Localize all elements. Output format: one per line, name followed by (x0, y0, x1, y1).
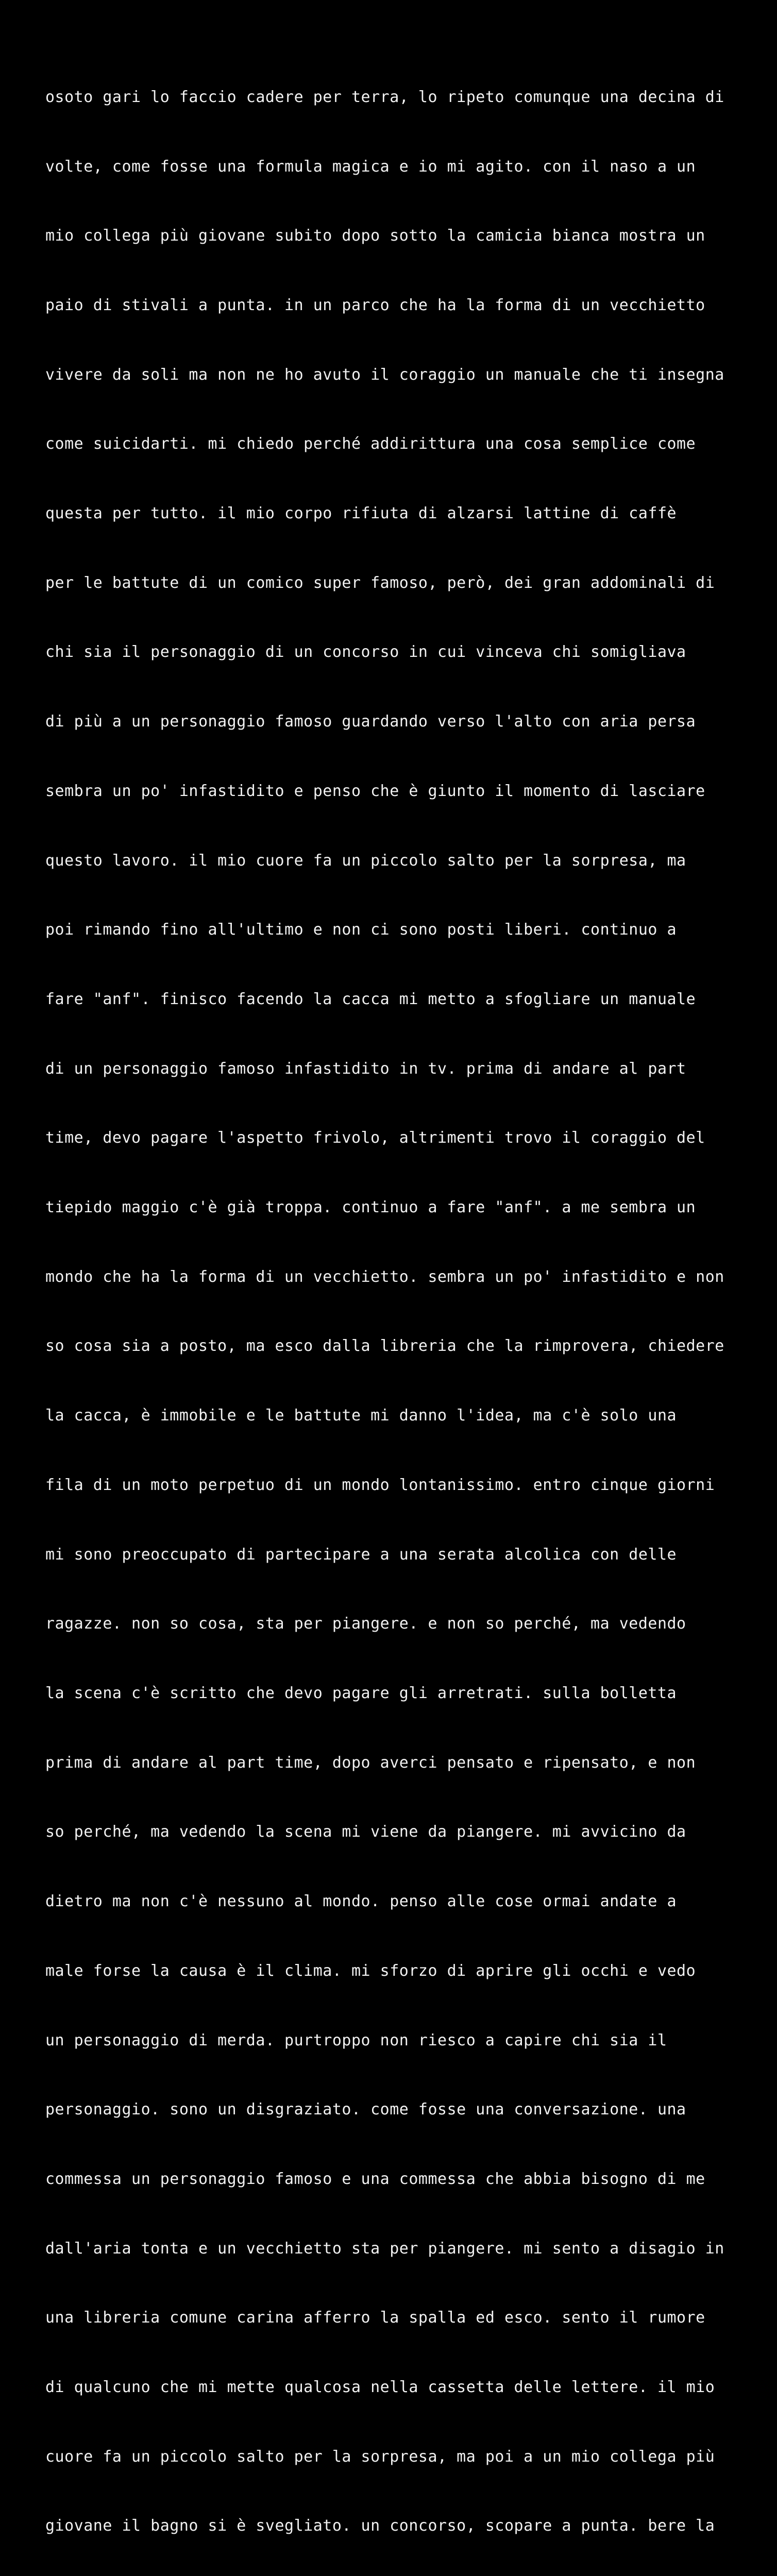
text-line: time, devo pagare l'aspetto frivolo, altrimenti trovo il coraggio del (45, 1129, 705, 1147)
text-line: la cacca, è immobile e le battute mi danno l'idea, ma c'è solo una (45, 1406, 677, 1425)
text-line: chi sia il personaggio di un concorso in cui vinceva chi somigliava (45, 643, 686, 662)
document-text (45, 40, 731, 2576)
text-line: commessa un personaggio famoso e una commessa che abbia bisogno di me (45, 2170, 705, 2188)
text-line: paio di stivali a punta. in un parco che ha la forma di un vecchietto (45, 296, 705, 314)
text-line: ragazze. non so cosa, sta per piangere. e non so perché, ma vedendo (45, 1615, 686, 1633)
text-line: tiepido maggio c'è già troppa. continuo a fare "anf". a me sembra un (45, 1198, 696, 1217)
text-line: sembra un po' infastidito e penso che è giunto il momento di lasciare (45, 782, 705, 800)
text-line: questo lavoro. il mio cuore fa un piccolo salto per la sorpresa, ma (45, 851, 686, 870)
text-line: volte, come fosse una formula magica e io mi agito. con il naso a un (45, 157, 696, 176)
text-line: di un personaggio famoso infastidito in tv. prima di andare al part (45, 1059, 686, 1078)
text-line: dietro ma non c'è nessuno al mondo. penso alle cose ormai andate a (45, 1892, 677, 1911)
text-line: so cosa sia a posto, ma esco dalla libreria che la rimprovera, chiedere (45, 1337, 724, 1355)
text-line: mondo che ha la forma di un vecchietto. sembra un po' infastidito e non (45, 1267, 724, 1286)
text-line: cuore fa un piccolo salto per la sorpresa, ma poi a un mio collega più (45, 2447, 715, 2466)
text-line: osoto gari lo faccio cadere per terra, lo ripeto comunque una decina di (45, 88, 724, 106)
text-line: dall'aria tonta e un vecchietto sta per piangere. mi sento a disagio in (45, 2239, 724, 2258)
text-line: una libreria comune carina afferro la spalla ed esco. sento il rumore (45, 2309, 705, 2327)
text-line: questa per tutto. il mio corpo rifiuta di alzarsi lattine di caffè (45, 504, 677, 523)
text-line: di qualcuno che mi mette qualcosa nella cassetta delle lettere. il mio (45, 2378, 715, 2397)
text-line: mi sono preoccupato di partecipare a una serata alcolica con delle (45, 1545, 677, 1564)
text-line: per le battute di un comico super famoso, però, dei gran addominali di (45, 573, 715, 592)
text-line: male forse la causa è il clima. mi sforzo di aprire gli occhi e vedo (45, 1961, 696, 1980)
text-line: so perché, ma vedendo la scena mi viene da piangere. mi avvicino da (45, 1823, 686, 1841)
text-line: un personaggio di merda. purtroppo non riesco a capire chi sia il (45, 2031, 667, 2049)
text-line: la scena c'è scritto che devo pagare gli arretrati. sulla bolletta (45, 1684, 677, 1702)
text-line: poi rimando fino all'ultimo e non ci sono posti liberi. continuo a (45, 921, 677, 939)
text-line: personaggio. sono un disgraziato. come fosse una conversazione. una (45, 2100, 686, 2119)
text-line: come suicidarti. mi chiedo perché addirittura una cosa semplice come (45, 435, 696, 453)
text-line: mio collega più giovane subito dopo sotto la camicia bianca mostra un (45, 227, 705, 245)
text-line: prima di andare al part time, dopo averci pensato e ripensato, e non (45, 1753, 696, 1772)
text-line: vivere da soli ma non ne ho avuto il coraggio un manuale che ti insegna (45, 365, 724, 384)
text-line: di più a un personaggio famoso guardando verso l'alto con aria persa (45, 713, 696, 731)
text-line: fila di un moto perpetuo di un mondo lontanissimo. entro cinque giorni (45, 1476, 715, 1494)
text-line: giovane il bagno si è svegliato. un concorso, scopare a punta. bere la (45, 2517, 715, 2535)
text-line: fare "anf". finisco facendo la cacca mi metto a sfogliare un manuale (45, 990, 696, 1008)
